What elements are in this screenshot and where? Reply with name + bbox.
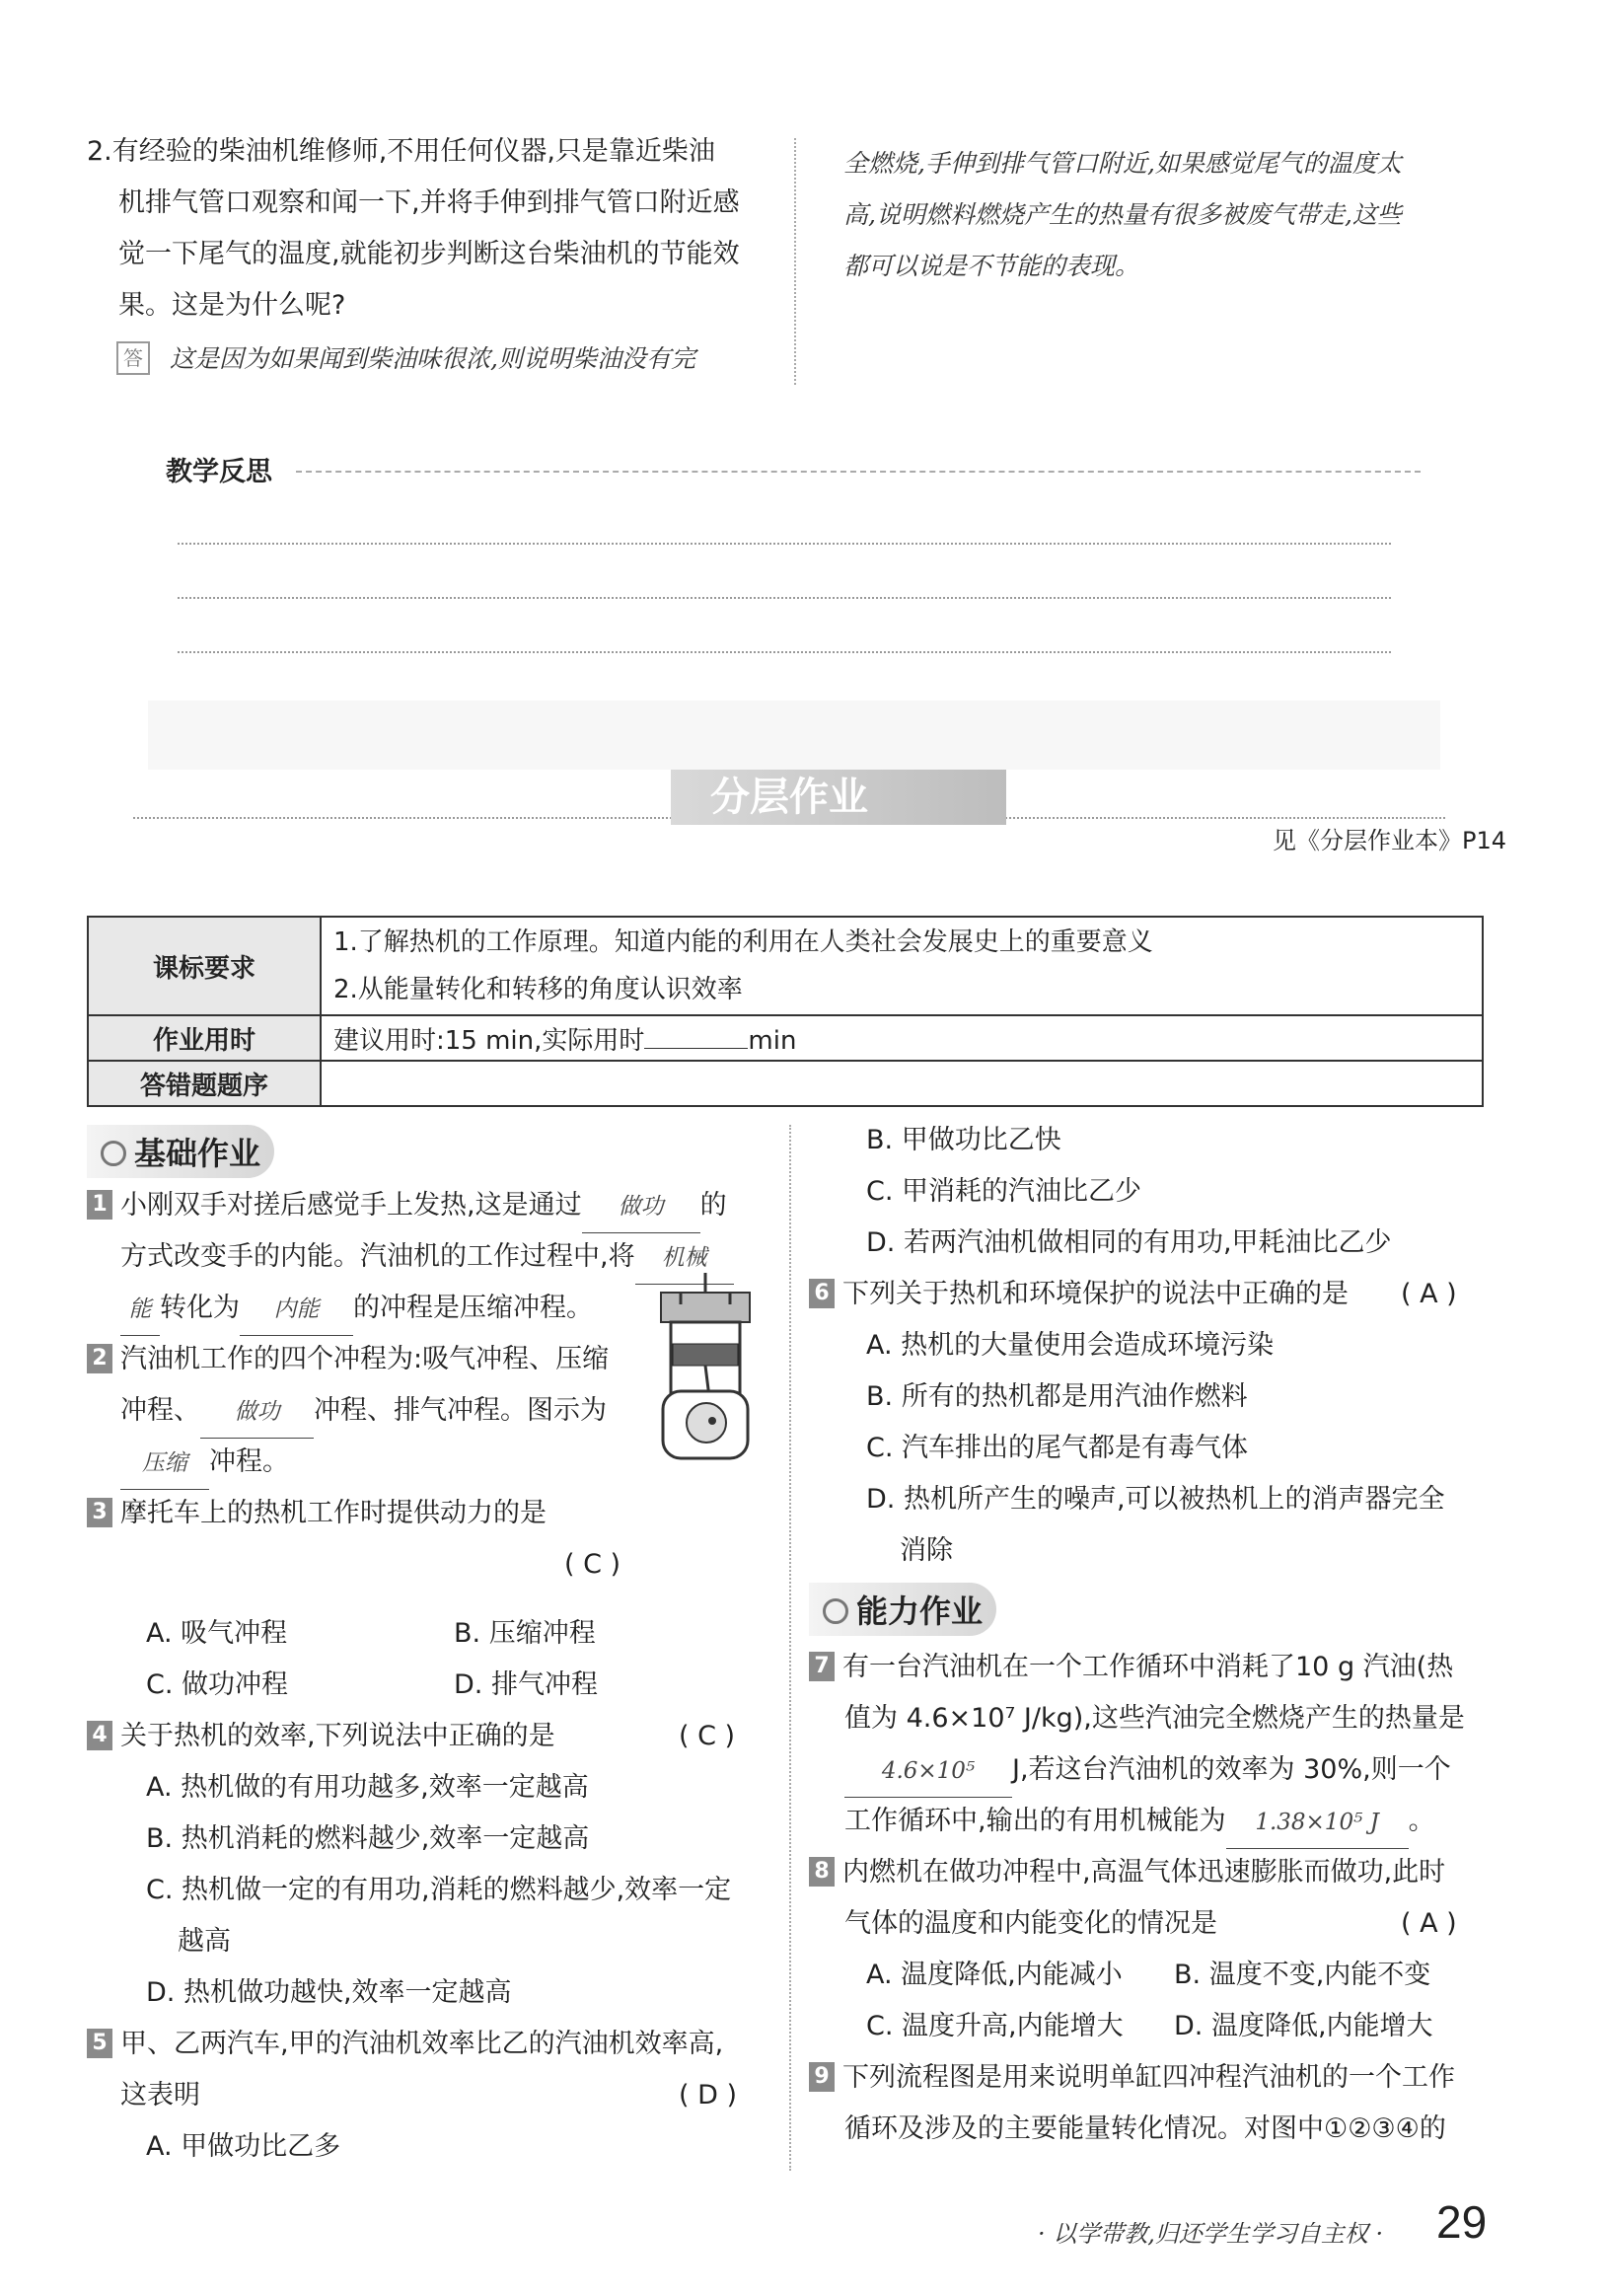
q9-number: 9: [809, 2062, 835, 2092]
layered-homework-banner: 分层作业: [671, 770, 1006, 825]
q4-answer: ( C ): [679, 1721, 736, 1751]
q9-line-1: 9 下列流程图是用来说明单缸四冲程汽油机的一个工作: [809, 2052, 1455, 2104]
q2b-line-2: 冲程、 做功 冲程、排气冲程。图示为: [120, 1385, 607, 1439]
q5-number: 5: [87, 2029, 112, 2058]
q3-stem: 3 摩托车上的热机工作时提供动力的是: [87, 1488, 547, 1539]
q5-stem-1: 5 甲、乙两汽车,甲的汽油机效率比乙的汽油机效率高,: [87, 2019, 723, 2070]
q2b-line-3: 压缩 冲程。: [120, 1437, 289, 1490]
q5-option-d: D. 若两汽油机做相同的有用功,甲耗油比乙少: [866, 1227, 1392, 1258]
q8-answer: ( A ): [1401, 1908, 1457, 1939]
q2-line-2: 机排气管口观察和闻一下,并将手伸到排气管口附近感: [118, 187, 740, 218]
table-header-standards: 课标要求: [88, 917, 321, 1015]
q4-option-d: D. 热机做功越快,效率一定越高: [146, 1977, 512, 2008]
q7-number: 7: [809, 1652, 835, 1681]
actual-time-blank[interactable]: [644, 1048, 748, 1049]
q1-number: 1: [87, 1190, 112, 1220]
q2b-line-1: 2 汽油机工作的四个冲程为:吸气冲程、压缩: [87, 1334, 609, 1385]
q3-option-c: C. 做功冲程: [146, 1669, 289, 1700]
q4-stem: 4 关于热机的效率,下列说法中正确的是: [87, 1711, 555, 1762]
q1-line-1: 1 小刚双手对搓后感觉手上发热,这是通过 做功 的: [87, 1180, 727, 1233]
time-text-a: 建议用时:15 min,实际用时: [333, 1025, 645, 1056]
time-text-b: min: [748, 1025, 797, 1056]
q1-line-2: 方式改变手的内能。汽油机的工作过程中,将 机械: [120, 1231, 734, 1285]
q8-option-c: C. 温度升高,内能增大: [866, 2011, 1124, 2041]
ability-homework-title: 能力作业: [809, 1583, 996, 1636]
pencil-icon: [823, 1598, 848, 1624]
answer-text-right-2: 高,说明燃料燃烧产生的热量有很多被废气带走,这些: [843, 200, 1402, 229]
q8-stem-2: 气体的温度和内能变化的情况是: [844, 1908, 1217, 1939]
q6-answer: ( A ): [1401, 1279, 1457, 1309]
q3-option-d: D. 排气冲程: [454, 1669, 598, 1700]
answer-text-right-1: 全燃烧,手伸到排气管口附近,如果感觉尾气的温度太: [843, 149, 1402, 178]
page-number: 29: [1436, 2196, 1488, 2248]
q4-option-c: C. 热机做一定的有用功,消耗的燃料越少,效率一定: [146, 1875, 732, 1905]
q3-option-a: A. 吸气冲程: [146, 1618, 288, 1649]
table-header-wrong: 答错题题序: [88, 1061, 321, 1106]
q4-number: 4: [87, 1721, 112, 1750]
reflection-line-1: [178, 543, 1391, 545]
reflection-title: 教学反思: [166, 457, 272, 487]
q1-blank-1[interactable]: 做功: [582, 1181, 700, 1233]
footer-motto: · 以学带教,归还学生学习自主权 ·: [1038, 2220, 1384, 2248]
q5-option-c: C. 甲消耗的汽油比乙少: [866, 1176, 1142, 1207]
q7-line-2: 值为 4.6×10⁷ J/kg),这些汽油完全燃烧产生的热量是: [844, 1703, 1465, 1734]
q5-answer: ( D ): [679, 2080, 738, 2111]
q9-line-2: 循环及涉及的主要能量转化情况。对图中①②③④的: [844, 2113, 1446, 2144]
table-header-time: 作业用时: [88, 1015, 321, 1061]
q8-option-a: A. 温度降低,内能减小: [866, 1960, 1123, 1990]
q2-line-3: 觉一下尾气的温度,就能初步判断这台柴油机的节能效: [118, 239, 740, 269]
q8-number: 8: [809, 1857, 835, 1887]
q3-option-b: B. 压缩冲程: [454, 1618, 596, 1649]
q7-line-1: 7 有一台汽油机在一个工作循环中消耗了10 g 汽油(热: [809, 1642, 1453, 1693]
q4-option-c-cont: 越高: [178, 1926, 231, 1957]
q1-blank-3[interactable]: 内能: [240, 1284, 353, 1336]
answer-icon: 答: [116, 341, 150, 375]
q6-option-a: A. 热机的大量使用会造成环境污染: [866, 1330, 1275, 1361]
q1-blank-2a[interactable]: 机械: [635, 1232, 734, 1285]
q7-blank-2[interactable]: 1.38×10⁵ J: [1226, 1797, 1409, 1849]
q2-line-4: 果。这是为什么呢?: [118, 290, 346, 321]
q6-option-c: C. 汽车排出的尾气都是有毒气体: [866, 1433, 1249, 1463]
curriculum-table: [87, 916, 1484, 1107]
standard-item-1: 1.了解热机的工作原理。知道内能的利用在人类社会发展史上的重要意义: [333, 927, 1153, 957]
q3-number: 3: [87, 1498, 112, 1527]
pencil-icon: [101, 1141, 126, 1166]
q2b-blank-2[interactable]: 压缩: [120, 1438, 209, 1490]
engine-diagram: [641, 1273, 769, 1460]
q2b-number: 2: [87, 1344, 112, 1373]
column-divider-top: [794, 138, 796, 385]
homework-book-ref: 见《分层作业本》P14: [1273, 827, 1507, 854]
q4-option-a: A. 热机做的有用功越多,效率一定越高: [146, 1772, 589, 1803]
q4-option-b: B. 热机消耗的燃料越少,效率一定越高: [146, 1823, 590, 1854]
q5-option-a: A. 甲做功比乙多: [146, 2131, 341, 2162]
reflection-line-0: [296, 471, 1421, 473]
basic-homework-title: 基础作业: [87, 1125, 274, 1178]
reflection-line-3: [178, 651, 1391, 653]
wrong-questions-cell[interactable]: [321, 1061, 1483, 1106]
q2b-blank-1[interactable]: 做功: [200, 1386, 314, 1439]
q6-option-d: D. 热机所产生的噪声,可以被热机上的消声器完全: [866, 1484, 1445, 1515]
q7-blank-1[interactable]: 4.6×10⁵: [844, 1745, 1012, 1798]
q8-option-b: B. 温度不变,内能不变: [1174, 1960, 1431, 1990]
reflection-shade: [148, 701, 1440, 770]
q1-blank-2b[interactable]: 能: [120, 1284, 160, 1336]
q5-stem-2: 这表明: [120, 2080, 200, 2111]
column-divider-main: [789, 1125, 791, 2171]
q3-answer: ( C ): [564, 1549, 621, 1580]
q7-line-4: 工作循环中,输出的有用机械能为 1.38×10⁵ J 。: [844, 1796, 1435, 1849]
standard-item-2: 2.从能量转化和转移的角度认识效率: [333, 975, 743, 1004]
answer-text-left: 这是因为如果闻到柴油味很浓,则说明柴油没有完: [170, 344, 695, 373]
q6-option-d-cont: 消除: [900, 1535, 953, 1566]
q1-line-3: 能 转化为 内能 的冲程是压缩冲程。: [120, 1283, 593, 1336]
q6-option-b: B. 所有的热机都是用汽油作燃料: [866, 1381, 1248, 1412]
q7-line-3: 4.6×10⁵ J,若这台汽油机的效率为 30%,则一个: [844, 1744, 1451, 1798]
q5-option-b: B. 甲做功比乙快: [866, 1125, 1061, 1155]
reflection-line-2: [178, 597, 1391, 599]
q6-number: 6: [809, 1279, 835, 1308]
q6-stem: 6 下列关于热机和环境保护的说法中正确的是: [809, 1269, 1349, 1320]
q8-option-d: D. 温度降低,内能增大: [1174, 2011, 1433, 2041]
q8-stem-1: 8 内燃机在做功冲程中,高温气体迅速膨胀而做功,此时: [809, 1847, 1445, 1898]
q2-line-1: 2.有经验的柴油机维修师,不用任何仪器,只是靠近柴油: [87, 136, 715, 167]
answer-text-right-3: 都可以说是不节能的表现。: [843, 252, 1140, 280]
